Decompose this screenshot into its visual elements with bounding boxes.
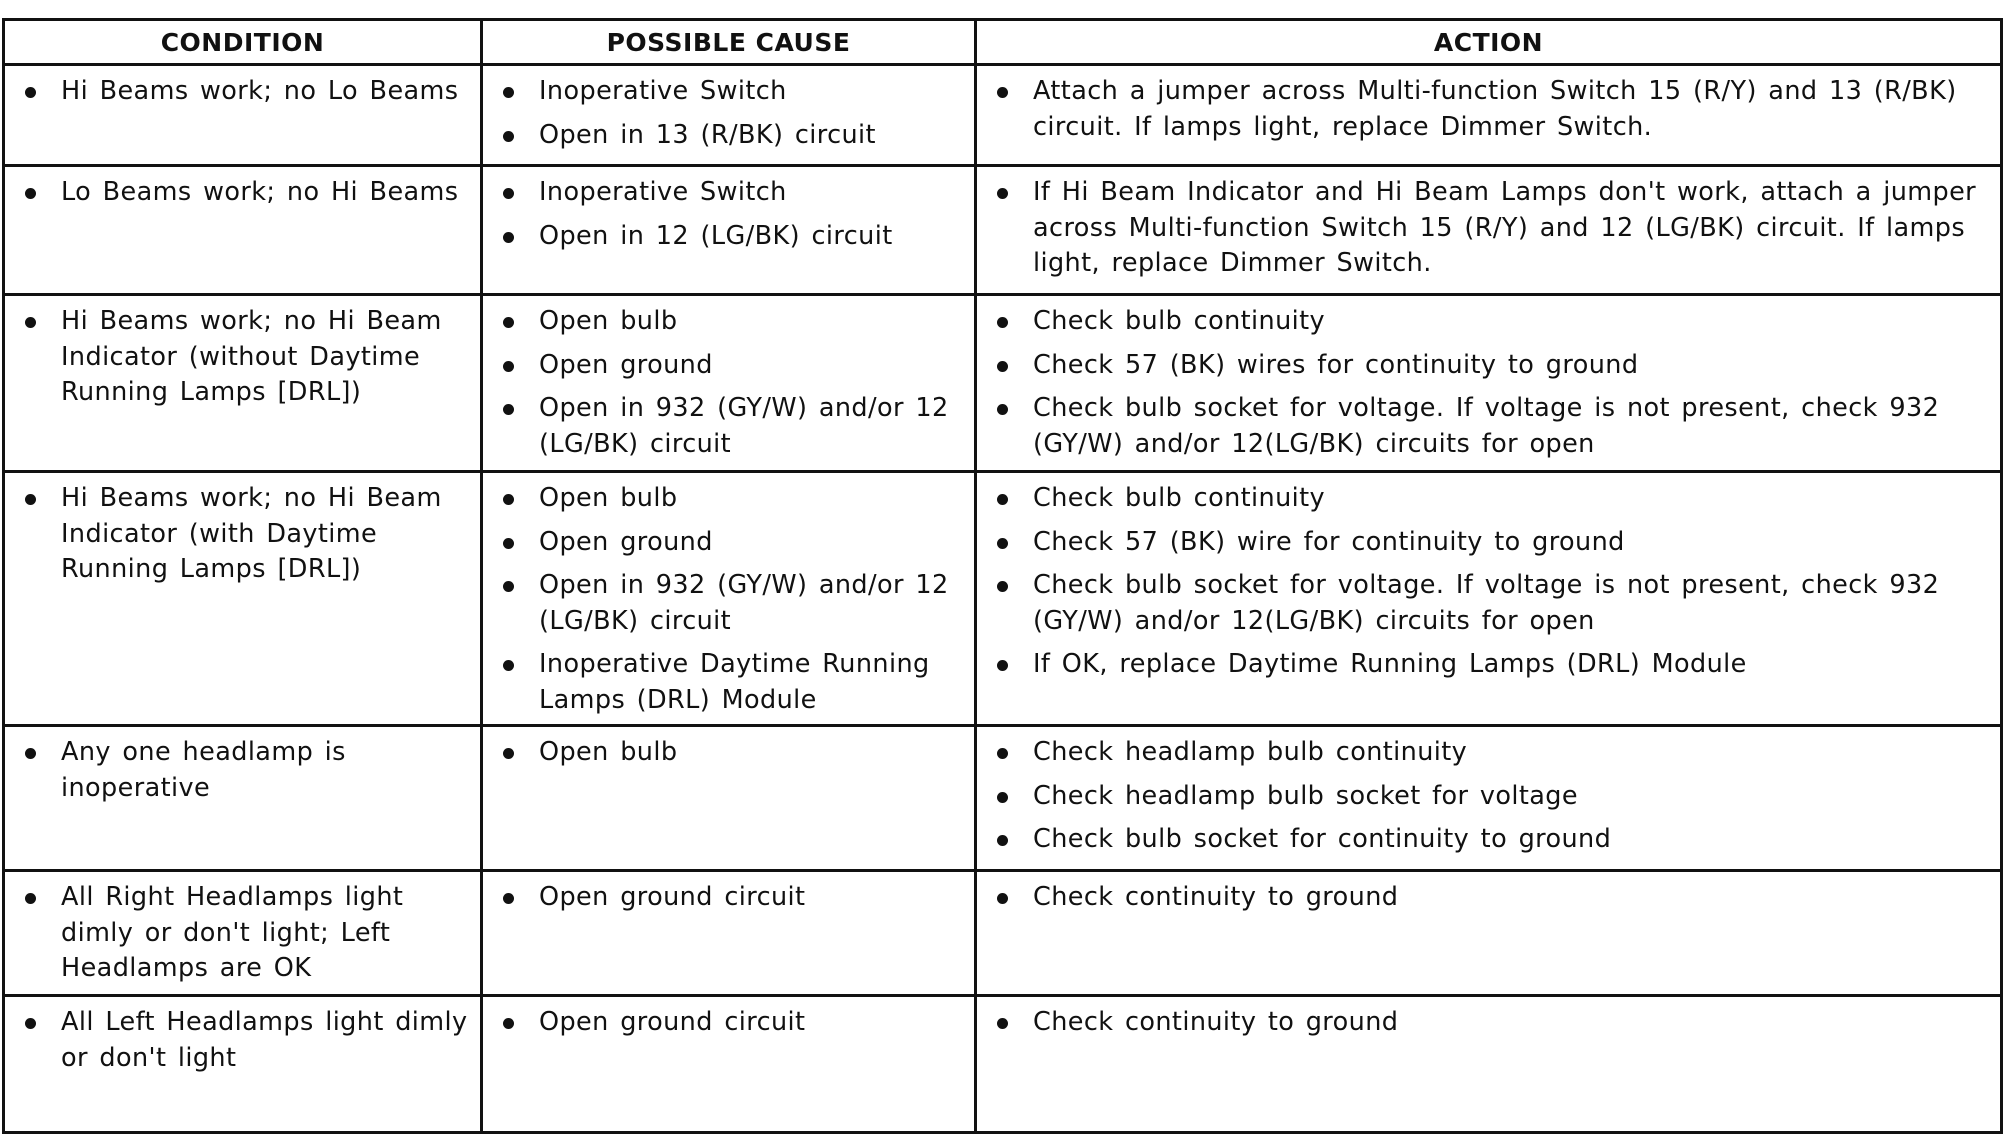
cause-cell [482,65,976,166]
list-item: Open ground [493,348,964,384]
list-item: Check bulb continuity [987,304,1990,340]
list-item: Open in 13 (R/BK) circuit [493,118,964,154]
bullet-icon [997,538,1008,549]
list-item: Open in 932 (GY/W) and/or 12 (LG/BK) circuit [493,568,964,639]
condition-header: CONDITION [4,20,482,65]
bullet-icon [997,317,1008,328]
action-cell [976,871,2002,996]
table-row [4,726,2002,871]
cause-cell [482,726,976,871]
condition-cell [4,65,482,166]
cause-cell [482,295,976,472]
bullet-icon [997,835,1008,846]
bullet-icon [503,87,514,98]
list-item: Open bulb [493,304,964,340]
list-item: Check bulb socket for continuity to ground [987,822,1990,858]
list-item: Open in 932 (GY/W) and/or 12 (LG/BK) circuit [493,391,964,462]
bullet-icon [503,404,514,415]
list-item: Check bulb socket for voltage. If voltage is not present, check 932 (GY/W) and/or 12(LG/BK) circuits for open [987,391,1990,462]
bullet-icon [503,131,514,142]
cause-cell [482,166,976,295]
list-item: All Left Headlamps light dimly or don't light [15,1005,470,1076]
list-item: Inoperative Switch [493,175,964,211]
bullet-icon [503,1018,514,1029]
condition-cell [4,295,482,472]
cause-cell [482,472,976,726]
action-header: ACTION [976,20,2002,65]
bullet-icon [997,1018,1008,1029]
bullet-icon [997,748,1008,759]
list-item: Hi Beams work; no Hi Beam Indicator (with Daytime Running Lamps [DRL]) [15,481,470,588]
list-item: Hi Beams work; no Lo Beams [15,74,470,110]
bullet-icon [997,404,1008,415]
action-cell [976,726,2002,871]
bullet-icon [503,748,514,759]
condition-cell [4,871,482,996]
list-item: Lo Beams work; no Hi Beams [15,175,470,211]
condition-cell [4,472,482,726]
bullet-icon [503,361,514,372]
list-item: If Hi Beam Indicator and Hi Beam Lamps don't work, attach a jumper across Multi-function Switch 15 (R/Y) and 12 (LG/BK) circuit. If lamps light, replace Dimmer Switch. [987,175,1990,282]
diagnosis-table-container [2,18,2000,1134]
action-cell [976,295,2002,472]
condition-cell [4,996,482,1133]
table-row [4,472,2002,726]
action-cell [976,996,2002,1133]
bullet-icon [503,660,514,671]
list-item: Check headlamp bulb continuity [987,735,1990,771]
bullet-icon [997,87,1008,98]
list-item: Open ground circuit [493,880,964,916]
list-item: Inoperative Daytime Running Lamps (DRL) Module [493,647,964,718]
bullet-icon [503,494,514,505]
header-row [4,20,2002,65]
list-item: Hi Beams work; no Hi Beam Indicator (without Daytime Running Lamps [DRL]) [15,304,470,411]
bullet-icon [25,87,36,98]
action-cell [976,166,2002,295]
bullet-icon [997,893,1008,904]
bullet-icon [997,188,1008,199]
list-item: Open bulb [493,481,964,517]
list-item: All Right Headlamps light dimly or don't light; Left Headlamps are OK [15,880,470,987]
table-row [4,871,2002,996]
bullet-icon [503,538,514,549]
bullet-icon [997,660,1008,671]
bullet-icon [503,893,514,904]
condition-cell [4,726,482,871]
possible-cause-header: POSSIBLE CAUSE [482,20,976,65]
list-item: Check 57 (BK) wires for continuity to ground [987,348,1990,384]
table-row [4,295,2002,472]
list-item: Check continuity to ground [987,880,1990,916]
list-item: Open in 12 (LG/BK) circuit [493,219,964,255]
diagnosis-table [2,18,2003,1134]
list-item: Inoperative Switch [493,74,964,110]
table-row [4,65,2002,166]
list-item: Check continuity to ground [987,1005,1990,1041]
bullet-icon [997,581,1008,592]
list-item: Check bulb continuity [987,481,1990,517]
bullet-icon [25,188,36,199]
bullet-icon [25,748,36,759]
bullet-icon [503,232,514,243]
condition-cell [4,166,482,295]
list-item: Check bulb socket for voltage. If voltage is not present, check 932 (GY/W) and/or 12(LG/BK) circuits for open [987,568,1990,639]
bullet-icon [997,792,1008,803]
bullet-icon [503,581,514,592]
bullet-icon [997,494,1008,505]
list-item: Any one headlamp is inoperative [15,735,470,806]
bullet-icon [25,893,36,904]
bullet-icon [997,361,1008,372]
bullet-icon [25,494,36,505]
bullet-icon [25,317,36,328]
list-item: Check 57 (BK) wire for continuity to ground [987,525,1990,561]
list-item: Open ground [493,525,964,561]
list-item: Open bulb [493,735,964,771]
bullet-icon [25,1018,36,1029]
table-row [4,996,2002,1133]
action-cell [976,65,2002,166]
bullet-icon [503,188,514,199]
list-item: Check headlamp bulb socket for voltage [987,779,1990,815]
list-item: Open ground circuit [493,1005,964,1041]
list-item: If OK, replace Daytime Running Lamps (DRL) Module [987,647,1990,683]
cause-cell [482,871,976,996]
list-item: Attach a jumper across Multi-function Switch 15 (R/Y) and 13 (R/BK) circuit. If lamps light, replace Dimmer Switch. [987,74,1990,145]
action-cell [976,472,2002,726]
table-row [4,166,2002,295]
cause-cell [482,996,976,1133]
bullet-icon [503,317,514,328]
